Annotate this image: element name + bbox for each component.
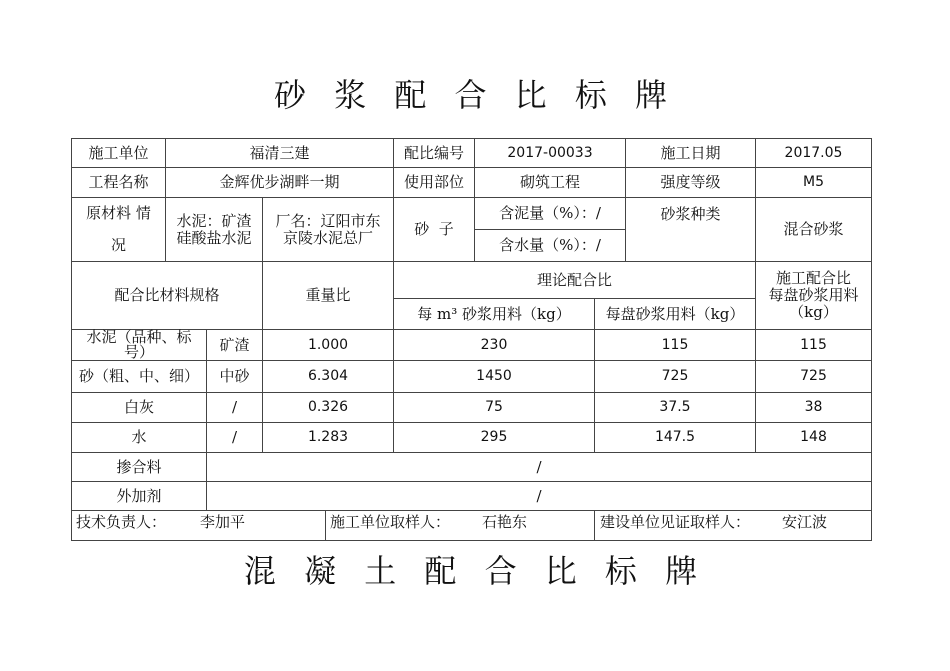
site-header-line2: 每盘砂浆用料 xyxy=(768,286,859,304)
table-row-site: 725 xyxy=(755,360,872,393)
witness-label: 建设单位见证取样人： xyxy=(600,513,751,531)
mix-no-label: 配比编号 xyxy=(393,138,475,168)
admixture-label: 掺合料 xyxy=(71,452,207,482)
page-title: 砂 浆 配 合 比 标 牌 xyxy=(273,76,677,114)
table-row-per-m3: 295 xyxy=(393,422,595,453)
table-row-per-batch: 37.5 xyxy=(594,392,756,423)
table-row-name: 水 xyxy=(71,422,207,453)
usage-label: 使用部位 xyxy=(393,167,475,198)
row-name-line1: 水泥（品种、标 xyxy=(86,328,192,346)
row-name-line2: 号） xyxy=(123,343,154,361)
table-row-per-m3: 75 xyxy=(393,392,595,423)
site-header xyxy=(755,261,872,330)
table-row-site: 38 xyxy=(755,392,872,423)
sampler-label: 施工单位取样人： xyxy=(330,513,451,531)
mix-no-value: 2017-00033 xyxy=(474,138,626,168)
tech-lead-label: 技术负责人： xyxy=(76,513,167,531)
second-title: 混 凝 土 配 合 比 标 牌 xyxy=(243,552,707,590)
construction-unit-value: 福清三建 xyxy=(165,138,394,168)
grade-value: M5 xyxy=(755,167,872,198)
table-row-spec: / xyxy=(206,392,263,423)
cement-type xyxy=(165,197,263,262)
additive-label: 外加剂 xyxy=(71,481,207,511)
table-row-ratio: 0.326 xyxy=(262,392,394,423)
grade-label: 强度等级 xyxy=(625,167,756,198)
table-row-per-batch: 725 xyxy=(594,360,756,393)
table-row-site: 115 xyxy=(755,329,872,361)
materials-label xyxy=(71,197,166,262)
usage-value: 砌筑工程 xyxy=(474,167,626,198)
table-row-spec: 中砂 xyxy=(206,360,263,393)
table-row-ratio: 6.304 xyxy=(262,360,394,393)
project-label: 工程名称 xyxy=(71,167,166,198)
date-label: 施工日期 xyxy=(625,138,756,168)
signature-divider-2 xyxy=(594,510,595,541)
table-row-ratio: 1.283 xyxy=(262,422,394,453)
spec-header: 配合比材料规格 xyxy=(71,261,263,330)
site-header-line3: （kg） xyxy=(789,303,838,321)
water-content: 含水量（%）：/ xyxy=(474,229,626,262)
materials-label-line2: 况 xyxy=(110,235,126,254)
materials-label-line1: 原材料 情 xyxy=(86,204,151,223)
table-row-name: 白灰 xyxy=(71,392,207,423)
cement-type-line2: 硅酸盐水泥 xyxy=(176,228,252,247)
cement-factory-line2: 京陵水泥总厂 xyxy=(282,228,373,247)
sampler-name: 石艳东 xyxy=(482,513,528,531)
site-header-line1: 施工配合比 xyxy=(775,269,851,287)
per-m3-header: 每 m³ 砂浆用料（kg） xyxy=(393,298,595,330)
construction-unit-label: 施工单位 xyxy=(71,138,166,168)
cement-factory-line1: 厂名：辽阳市东 xyxy=(275,211,381,230)
witness-name: 安江波 xyxy=(782,513,828,531)
table-row-per-batch: 115 xyxy=(594,329,756,361)
signature-divider-1 xyxy=(325,510,326,541)
table-row-per-batch: 147.5 xyxy=(594,422,756,453)
cement-factory xyxy=(262,197,394,262)
tech-lead-name: 李加平 xyxy=(200,513,246,531)
date-value: 2017.05 xyxy=(755,138,872,168)
project-value: 金辉优步湖畔一期 xyxy=(165,167,394,198)
table-row-spec: 矿渣 xyxy=(206,329,263,361)
table-row-name: 砂（粗、中、细） xyxy=(71,360,207,393)
signature-row-frame xyxy=(71,510,872,541)
mortar-type-label: 砂浆种类 xyxy=(625,197,756,262)
table-row-name xyxy=(71,329,207,361)
admixture-value: / xyxy=(206,452,872,482)
mud-content: 含泥量（%）：/ xyxy=(474,197,626,230)
additive-value: / xyxy=(206,481,872,511)
cement-type-line1: 水泥：矿渣 xyxy=(176,211,252,230)
table-row-ratio: 1.000 xyxy=(262,329,394,361)
weight-ratio-header: 重量比 xyxy=(262,261,394,330)
theory-header: 理论配合比 xyxy=(393,261,756,299)
table-row-spec: / xyxy=(206,422,263,453)
table-row-per-m3: 230 xyxy=(393,329,595,361)
mortar-type-value: 混合砂浆 xyxy=(755,197,872,262)
per-batch-header: 每盘砂浆用料（kg） xyxy=(594,298,756,330)
sand-label: 砂 子 xyxy=(393,197,475,262)
table-row-per-m3: 1450 xyxy=(393,360,595,393)
table-row-site: 148 xyxy=(755,422,872,453)
